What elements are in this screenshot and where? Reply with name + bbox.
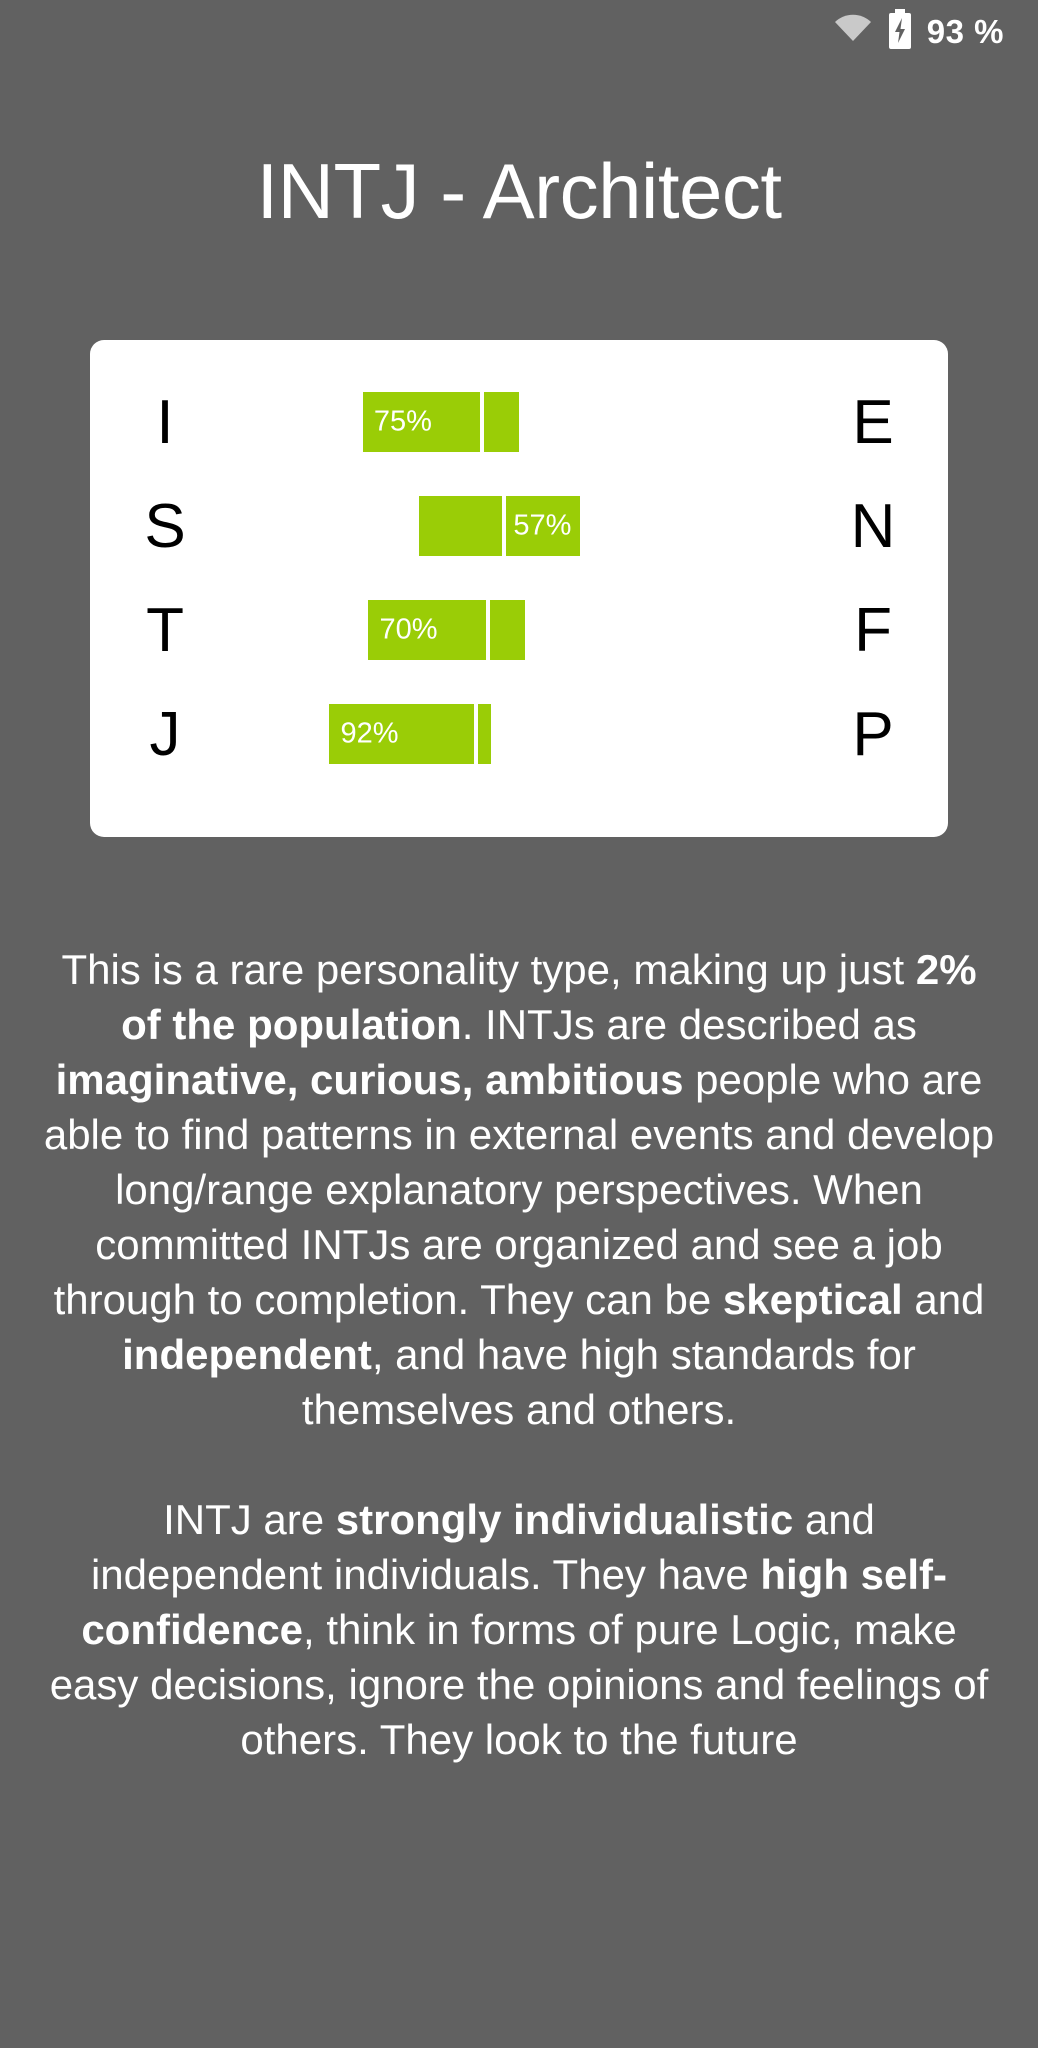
description-paragraph-2: [42, 1492, 996, 1767]
description-paragraph-1: [42, 942, 996, 1437]
dimension-letter-right: N: [850, 491, 896, 561]
bar-divider: [502, 496, 506, 556]
dimension-letter-right: P: [852, 699, 894, 769]
page-title: INTJ - Architect: [256, 147, 782, 235]
bar-divider: [480, 392, 484, 452]
body-text: , and have high standards for themselves and others.: [301, 1331, 916, 1433]
bar-divider: [474, 704, 478, 764]
bar-value-label: 92%: [340, 717, 399, 750]
dimension-row: [90, 578, 948, 682]
body-text: . INTJs are described as: [461, 1001, 917, 1048]
dimension-bar-track: [240, 682, 798, 786]
dimension-letter-left: I: [156, 387, 174, 457]
bar-value-label: 70%: [379, 613, 438, 646]
dimension-letter-left: S: [144, 491, 186, 561]
dimension-bar-track: [240, 578, 798, 682]
bar-value-label: 75%: [373, 405, 432, 438]
battery-percentage: 93 %: [926, 12, 1004, 50]
paragraph-spacer: [42, 1437, 996, 1492]
battery-charging-icon: [887, 9, 913, 54]
emphasis-text: strongly individualistic: [335, 1496, 794, 1543]
dimension-bar-track: [240, 474, 798, 578]
bar-value-label: 57%: [513, 509, 572, 542]
status-bar: [0, 0, 1038, 62]
dimension-letter-left: J: [149, 699, 181, 769]
body-text: INTJ are: [163, 1496, 336, 1543]
dimension-row: [90, 682, 948, 786]
dimension-row: [90, 474, 948, 578]
wifi-icon: [833, 14, 873, 49]
dimension-bar-track: [240, 370, 798, 474]
emphasis-text: independent: [122, 1331, 372, 1378]
body-text: and independent individuals. They have: [90, 1496, 875, 1598]
dimension-letter-left: T: [146, 595, 184, 665]
personality-chart-card: [90, 340, 948, 837]
emphasis-text: skeptical: [722, 1276, 903, 1323]
dimension-row: [90, 370, 948, 474]
emphasis-text: imaginative, curious, ambitious: [55, 1056, 684, 1103]
description-text: [0, 942, 1038, 1767]
bar-divider: [486, 600, 490, 660]
body-text: people who are able to find patterns in external events and develop long/range explanatory perspectives. When committed INTJs are organized and see a job through to completion. They can be: [43, 1056, 995, 1323]
emphasis-text: high self-confidence: [81, 1551, 948, 1653]
body-text: and: [902, 1276, 985, 1323]
body-text: This is a rare personality type, making up just: [61, 946, 916, 993]
dimension-letter-right: F: [854, 595, 892, 665]
dimension-letter-right: E: [852, 387, 894, 457]
emphasis-text: 2% of the population: [121, 946, 977, 1048]
body-text: , think in forms of pure Logic, make easy decisions, ignore the opinions and feelings of others. They look to the future: [49, 1606, 989, 1763]
